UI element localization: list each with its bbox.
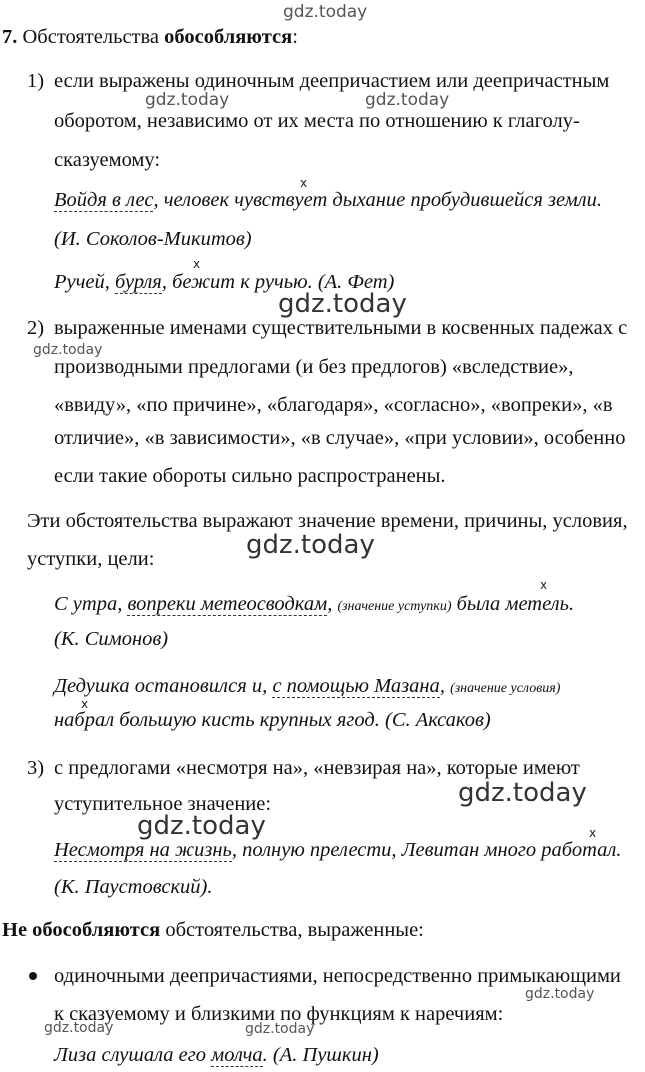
example-sentence: С утра, вопреки метеосводкам, (значение уступки) была метель. [54,593,575,615]
x-mark: x [589,826,597,840]
watermark: gdz.today [525,986,595,1002]
example-author: (К. Паустовский). [54,876,213,898]
item-number: 1) [27,70,45,92]
underlined-adverbial: Несмотря на жизнь [54,839,232,861]
bullet-icon [29,972,37,980]
example-sentence: Лиза слушала его молча. (А. Пушкин) [54,1044,379,1066]
underlined-adverbial: бурля [115,271,162,293]
item-number: 3) [27,757,45,779]
watermark: gdz.today [246,530,375,560]
example-sentence: Дедушка остановился и, с помощью Мазана, (значение условия) [54,675,561,697]
item2-line: «ввиду», «по причине», «благодаря», «согласно», «вопреки», «в [54,394,613,416]
watermark: gdz.today [458,778,587,808]
example-sentence: Войдя в лес, человек чувствует дыхание пробудившейся земли. [54,189,603,211]
section-heading: 7. Обстоятельства обособляются: [2,26,298,48]
item3-line: уступительное значение: [54,793,272,815]
example-sentence: Ручей, бурля, бежит к ручью. (А. Фет) [54,271,395,293]
watermark: gdz.today [245,1021,315,1037]
item2-line: если такие обороты сильно распространены. [54,465,446,487]
example-sentence: набрал большую кисть крупных ягод. (С. Аксаков) [54,709,491,731]
x-mark: x [193,257,201,271]
example-author: (И. Соколов-Микитов) [54,228,252,250]
item1-line: оборотом, независимо от их места по отношению к глаголу- [54,110,580,132]
bullet-line: одиночными деепричастиями, непосредственно примыкающими [54,965,621,987]
meaning-note: (значение уступки) [337,599,452,614]
item3-line: с предлогами «несмотря на», «невзирая на», которые имеют [54,757,580,779]
meaning-line: уступки, цели: [27,548,155,570]
example-author: (К. Симонов) [54,628,169,650]
x-mark: x [540,578,548,592]
watermark: gdz.today [44,1020,114,1036]
example-sentence: Несмотря на жизнь, полную прелести, Левитан много работал. [54,839,622,861]
x-mark: x [81,697,89,711]
underlined-adverbial: молча [211,1044,263,1066]
x-mark: x [300,176,308,190]
watermark: gdz.today [278,289,407,319]
meaning-line: Эти обстоятельства выражают значение времени, причины, условия, [27,510,628,532]
meaning-note: (значение условия) [450,681,561,696]
item1-line: если выражены одиночным деепричастием или деепричастным [54,70,610,92]
underlined-adverbial: вопреки метеосводкам [127,593,328,615]
item-number: 2) [27,317,45,339]
underlined-adverbial: с помощью Мазана [272,675,440,697]
not-separated-heading: Не обособляются обстоятельства, выраженные: [2,919,424,941]
item2-line: отличие», «в зависимости», «в случае», «при условии», особенно [54,427,626,449]
item2-line: выраженные именами существительными в косвенных падежах с [54,317,628,339]
bullet-line: к сказуемому и близкими по функциям к наречиям: [54,1003,504,1025]
underlined-adverbial: Войдя в лес [54,189,154,211]
item2-line: производными предлогами (и без предлогов) «вследствие», [54,356,574,378]
watermark: gdz.today [137,811,266,841]
watermark: gdz.today [145,90,230,110]
watermark: gdz.today [365,90,450,110]
watermark: gdz.today [33,342,103,358]
watermark: gdz.today [283,2,368,22]
item1-line: сказуемому: [54,149,161,171]
